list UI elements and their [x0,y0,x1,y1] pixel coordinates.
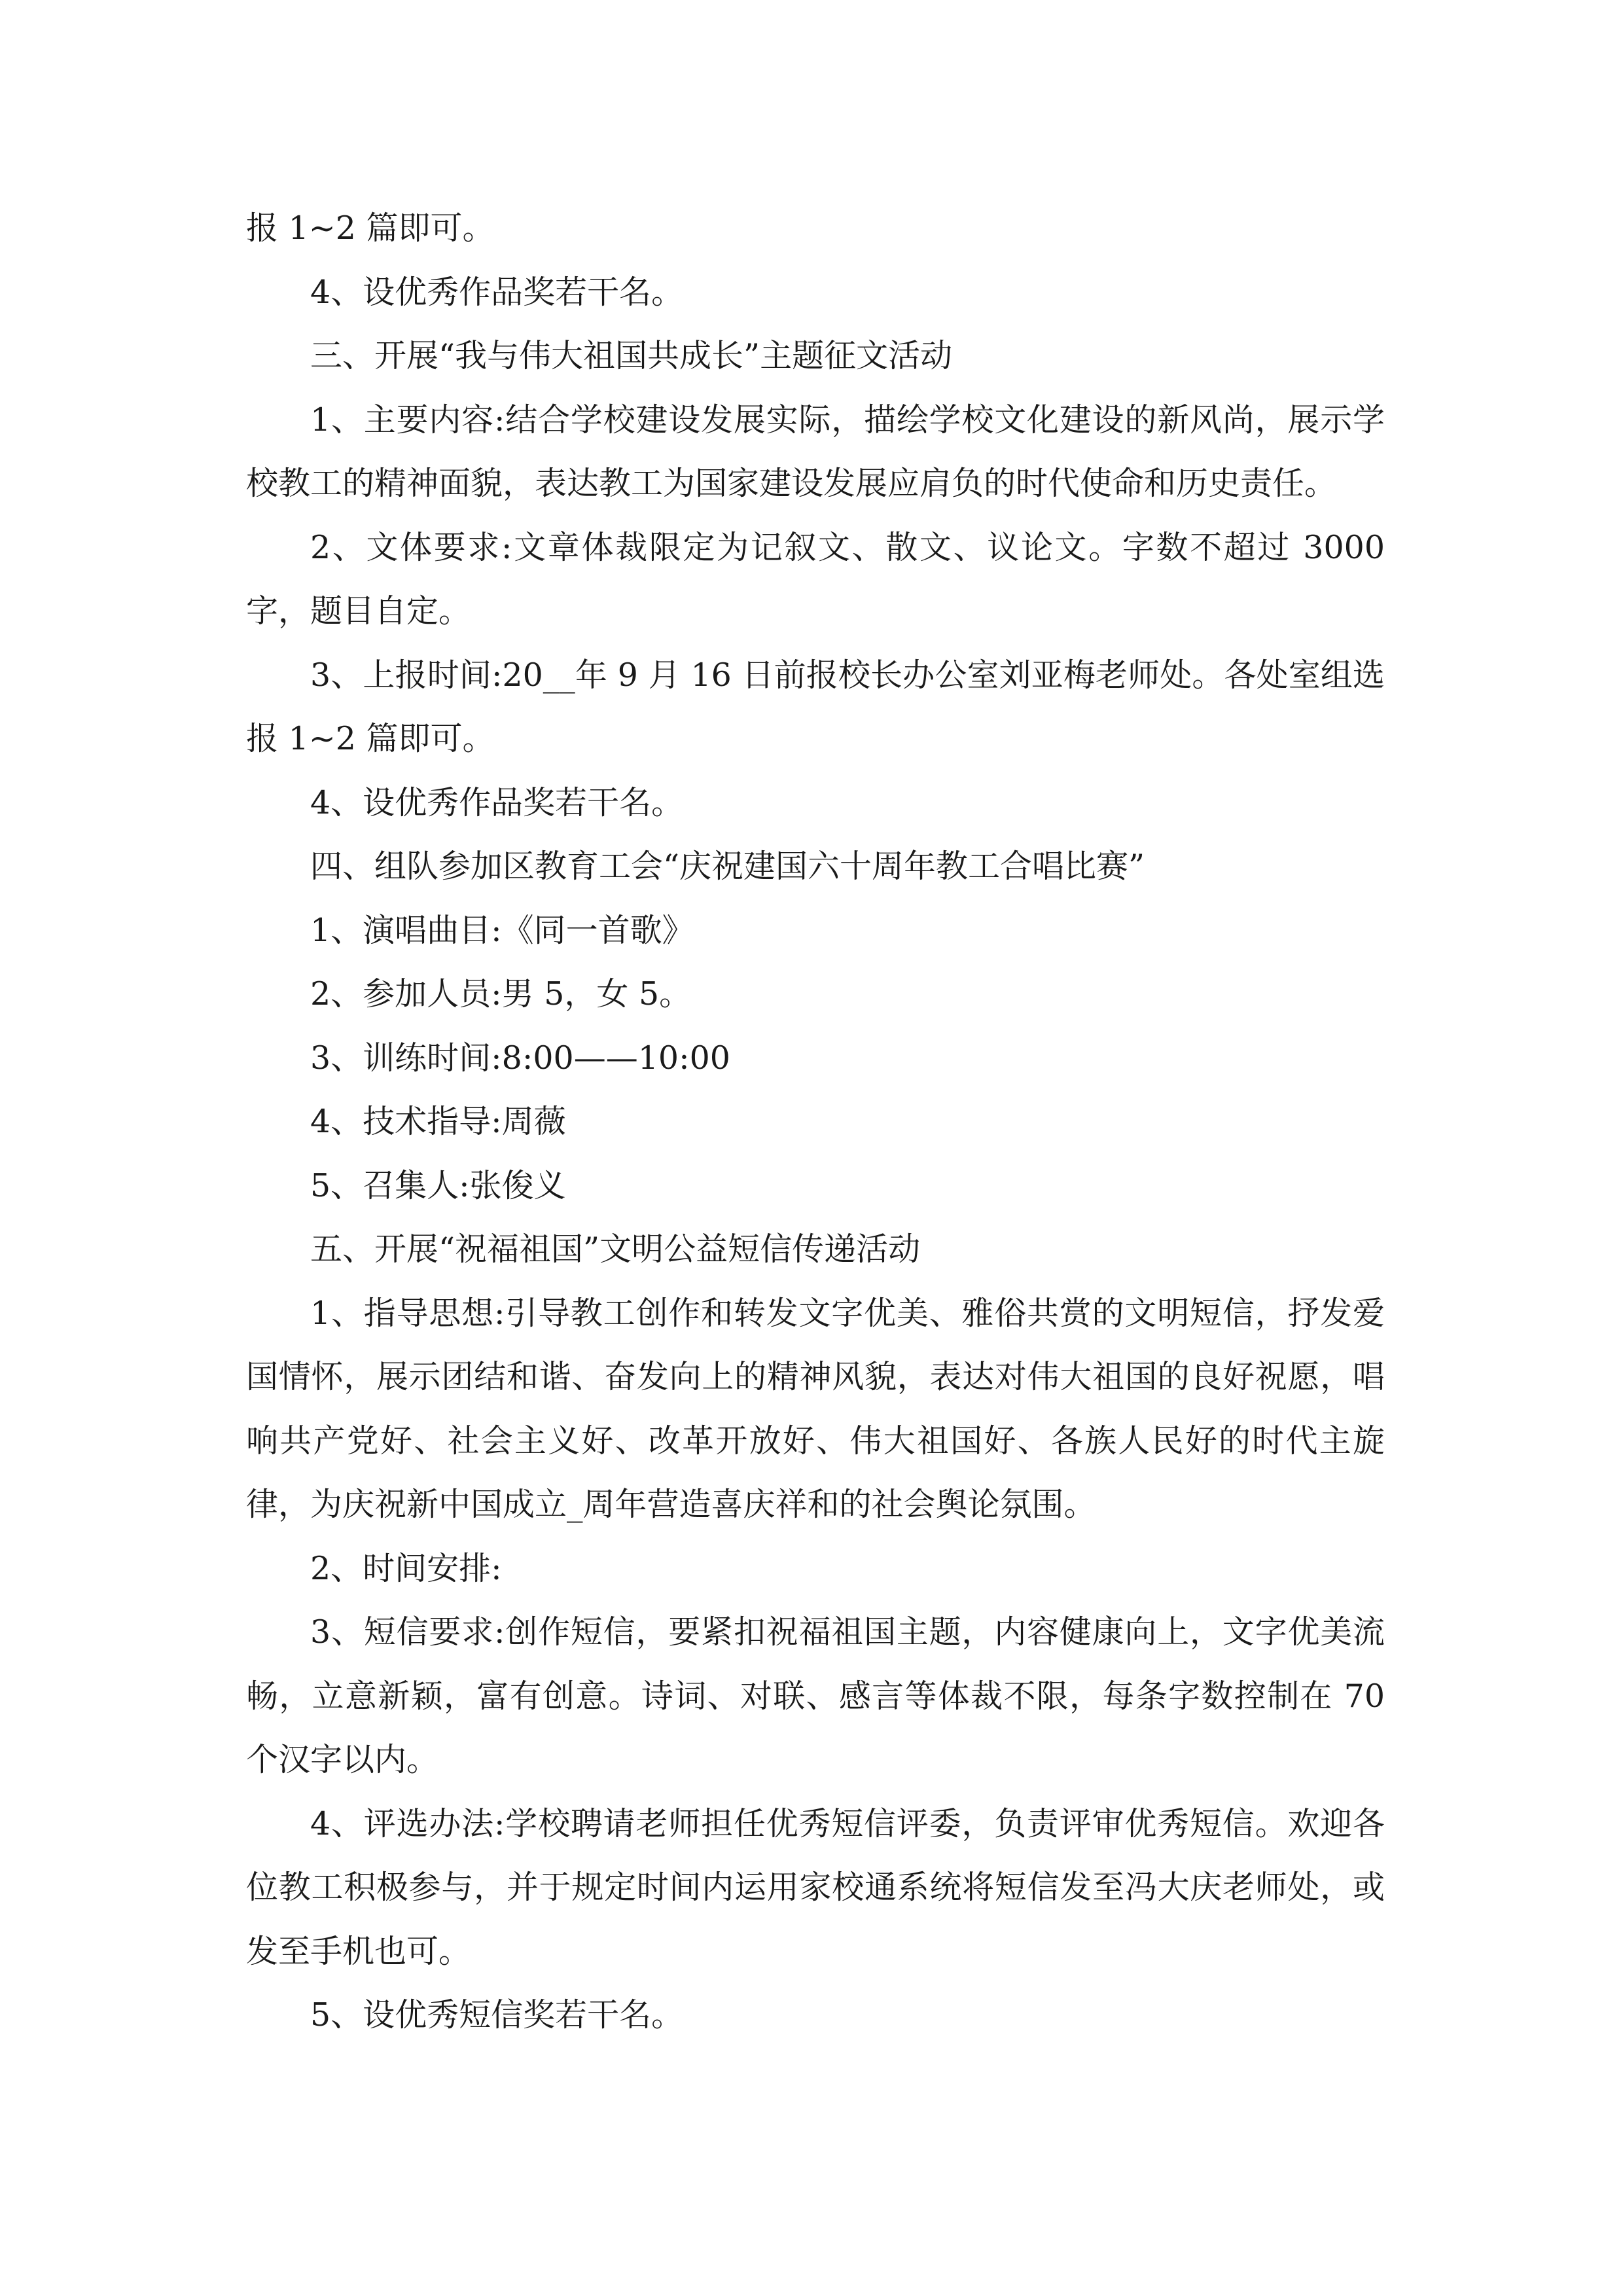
paragraph: 2、参加人员:男 5，女 5。 [310,975,692,1013]
paragraph: 4、评选办法:学校聘请老师担任优秀短信评委，负责评审优秀短信。欢迎各位教工积极参与，并于规定时间内运用家校通系统将短信发至冯大庆老师处，或发至手机也可。 [246,1804,1385,1970]
paragraph: 4、设优秀作品奖若干名。 [310,273,684,311]
paragraph: 2、文体要求:文章体裁限定为记叙文、散文、议论文。字数不超过 3000 字，题目自定。 [246,528,1385,630]
paragraph: 1、指导思想:引导教工创作和转发文字优美、雅俗共赏的文明短信，抒发爱国情怀，展示团结和谐、奋发向上的精神风貌，表达对伟大祖国的良好祝愿，唱响共产党好、社会主义好、改革开放好、伟大祖国好、各族人民好的时代主旋律，为庆祝新中国成立_周年营造喜庆祥和的社会舆论氛围。 [246,1294,1385,1523]
section-heading: 五、开展“祝福祖国”文明公益短信传递活动 [310,1230,921,1268]
document-body [246,196,1385,2047]
paragraph: 3、训练时间:8:00——10:00 [310,1039,730,1077]
paragraph: 3、短信要求:创作短信，要紧扣祝福祖国主题，内容健康向上，文字优美流畅，立意新颖，富有创意。诗词、对联、感言等体裁不限，每条字数控制在 70 个汉字以内。 [246,1613,1385,1778]
paragraph: 4、技术指导:周薇 [310,1103,566,1140]
paragraph: 5、召集人:张俊义 [310,1166,566,1204]
paragraph: 1、演唱曲目:《同一首歌》 [310,911,694,949]
paragraph: 1、主要内容:结合学校建设发展实际，描绘学校文化建设的新风尚，展示学校教工的精神面貌，表达教工为国家建设发展应肩负的时代使命和历史责任。 [246,401,1385,502]
paragraph: 2、时间安排: [310,1549,502,1587]
paragraph: 4、设优秀作品奖若干名。 [310,783,684,821]
section-heading: 三、开展“我与伟大祖国共成长”主题征文活动 [310,337,953,374]
paragraph: 5、设优秀短信奖若干名。 [310,1996,684,2034]
paragraph-continuation: 报 1~2 篇即可。 [246,209,495,247]
paragraph: 3、上报时间:20__年 9 月 16 日前报校长办公室刘亚梅老师处。各处室组选报 1~2 篇即可。 [246,656,1385,757]
section-heading: 四、组队参加区教育工会“庆祝建国六十周年教工合唱比赛” [310,848,1145,885]
